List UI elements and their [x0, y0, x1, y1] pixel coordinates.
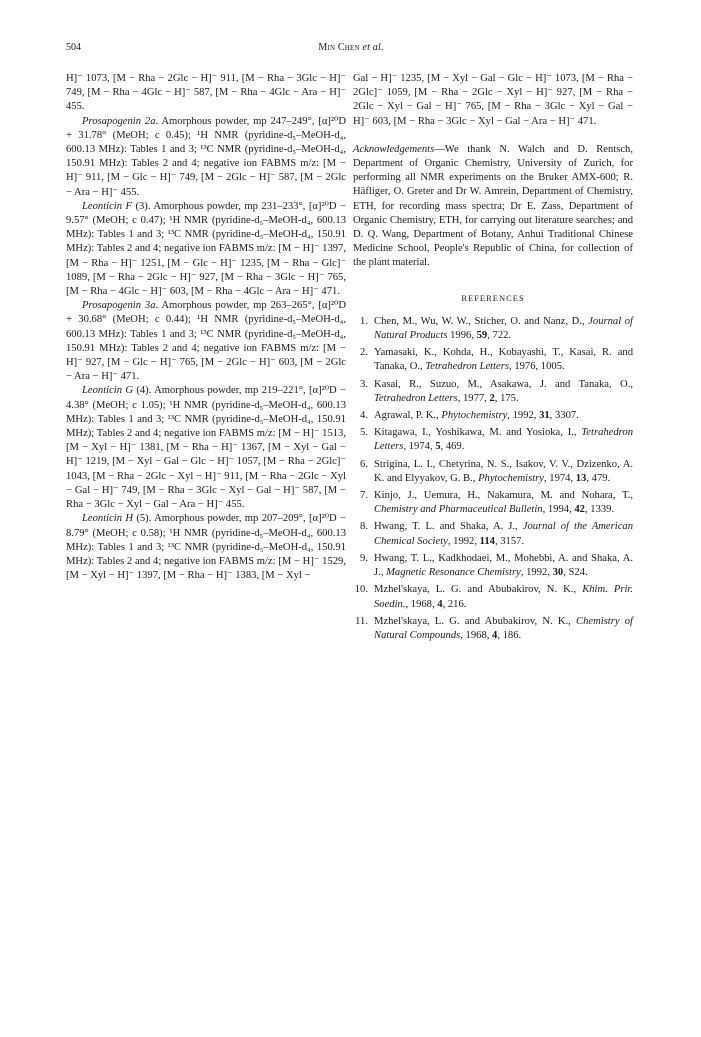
- reference-pages: , 3157.: [494, 535, 525, 547]
- reference-authors: Chen, M., Wu, W. W., Sticher, O. and Nanz, D.,: [374, 315, 589, 327]
- reference-item: [353, 520, 633, 548]
- reference-item: [353, 552, 633, 580]
- compound-data: (3). Amorphous powder, mp 231–233°, [α]²⁰D − 9.57° (MeOH; c 0.47); ¹H NMR (pyridine-d₅–MeOH-d₄, 600.13 MHz): Tables 1 and 3; ¹³C NMR (pyridine-d₅–MeOH-d₄, 150.91 MHz): Tables 2 and 4; negative ion FABMS m/z: [M − H]⁻ 1397, [M − Rha − H]⁻ 1251, [M − Glc − H]⁻ 1235, [M − Rha − Glc]⁻ 1089, [M − Rha − 2Glc − H]⁻ 927, [M − Rha − 3Glc − H]⁻ 765, [M − Rha − 4Glc − H]⁻ 603, [M − Rha − 4Glc − Ara − H]⁻ 471.: [66, 200, 346, 298]
- reference-journal: Phytochemistry: [441, 410, 508, 422]
- reference-year: , 1992,: [520, 567, 553, 579]
- reference-year: , 1968,: [460, 629, 493, 641]
- paragraph-prosapogenin-2a: [66, 115, 346, 200]
- reference-volume: 5: [435, 441, 441, 453]
- reference-authors: Kinjo, J., Uemura, H., Nakamura, M. and Nohara, T.,: [374, 490, 633, 502]
- reference-journal: Phytochemistry: [478, 472, 544, 484]
- reference-journal: Chemistry and Pharmaceutical Bulletin: [374, 504, 543, 516]
- reference-pages: , 1339.: [584, 504, 615, 516]
- reference-volume: 13: [575, 472, 587, 484]
- reference-volume: 59: [476, 330, 488, 342]
- reference-number: 4.: [360, 410, 368, 422]
- reference-number: 11.: [355, 615, 368, 627]
- reference-journal: Tetrahedron Letters: [374, 392, 458, 404]
- reference-number: 3.: [360, 378, 368, 390]
- reference-item: [353, 489, 633, 517]
- reference-volume: 4: [437, 598, 443, 610]
- reference-number: 9.: [360, 552, 368, 564]
- reference-authors: Kitagawa, I., Yoshikawa, M. and Yosioka, I.,: [374, 427, 582, 439]
- reference-pages: , 469.: [440, 441, 465, 453]
- reference-volume: 42: [574, 504, 585, 516]
- compound-name: Prosapogenin 3a: [82, 300, 156, 312]
- reference-authors: Yamasaki, K., Kohda, H., Kobayashi, T., Kasai, R. and Tanaka, O.,: [374, 347, 633, 373]
- compound-name: Prosapogenin 2a: [82, 115, 156, 127]
- paragraph-continued: Gal − H]⁻ 1235, [M − Xyl − Gal − Glc − H]⁻ 1073, [M − Rha − 2Glc]⁻ 1059, [M − Rha − 2Glc − Xyl − H]⁻ 927, [M − Rha − 2Glc − Xyl − Gal − H]⁻ 765, [M − Rha − 3Glc − Xyl − Gal − H]⁻ 603, [M − Rha − 3Glc − Xyl − Gal − Ara − H]⁻ 471.: [353, 73, 633, 127]
- reference-journal: Journal of Natural Products: [374, 315, 633, 342]
- reference-number: 6.: [360, 458, 368, 470]
- reference-pages: , 216.: [442, 598, 467, 610]
- reference-number: 1.: [360, 315, 368, 327]
- reference-item: [353, 378, 633, 406]
- left-column: [66, 72, 346, 583]
- compound-data: (5). Amorphous powder, mp 207–209°, [α]²⁰D − 8.79° (MeOH; c 0.58); ¹H NMR (pyridine-d₅–MeOH-d₄, 600.13 MHz): Tables 1 and 3; ¹³C NMR (pyridine-d₅–MeOH-d₄, 150.91 MHz): Tables 2 and 4; negative ion FABMS m/z: [M − H]⁻ 1529, [M − Xyl − H]⁻ 1397, [M − Rha − H]⁻ 1383, [M − Xyl −: [66, 513, 346, 582]
- reference-authors: Mzhel'skaya, L. G. and Abubakirov, N. K.,: [374, 615, 576, 627]
- reference-year: , 1977,: [457, 392, 490, 404]
- reference-number: 8.: [360, 521, 368, 533]
- reference-number: 5.: [360, 427, 368, 439]
- reference-pages: , 175.: [494, 392, 519, 404]
- reference-item: [353, 315, 633, 343]
- reference-pages: , 479.: [586, 472, 611, 484]
- reference-year: , 1992,: [507, 410, 540, 422]
- reference-volume: 4: [492, 629, 498, 641]
- paragraph-leonticin-h: [66, 512, 346, 583]
- reference-pages: , 722.: [487, 330, 512, 342]
- reference-journal: Chemistry of Natural Compounds: [374, 615, 633, 641]
- compound-name: Leonticin G: [82, 385, 134, 397]
- reference-journal: Magnetic Resonance Chemistry: [386, 567, 521, 579]
- reference-year: , 1994,: [542, 504, 575, 516]
- compound-data: . Amorphous powder, mp 263–265°, [α]²⁰D + 30.68° (MeOH; c 0.44); ¹H NMR (pyridine-d₅–MeOH-d₄, 600.13 MHz): Tables 1 and 3; ¹³C NMR (pyridine-d₅–MeOH-d₄, 150.91 MHz): Tables 2 and 4; negative ion FABMS m/z: [M − H]⁻ 927, [M − Glc − H]⁻ 765, [M − 2Glc − H]⁻ 603, [M − 2Glc − Ara − H]⁻ 471.: [66, 300, 346, 383]
- reference-pages: , 3307.: [549, 410, 579, 422]
- page-header: [66, 42, 636, 58]
- reference-authors: Hwang, T. L., Kadkhodaei, M., Mohebbi, A. and Shaka, A. J.,: [374, 552, 633, 579]
- acknowledgements-text: —We thank N. Walch and D. Rentsch, Department of Organic Chemistry, University of Zurich, for performing all NMR experiments on the Bruker AMX-600; R. Häfliger, O. Greter and Dr W. Amrein, Department of Chemistry, ETH, for recording mass spectra; Dr E. Zass, Department of Organic Chemistry, ETH, for carrying out literature searches; and D. Q. Wang, Department of Botany, Anhui Traditional Chinese Medicine School, People's Republic of China, for collection of the plant material.: [353, 143, 633, 269]
- reference-year: , 1974,: [403, 441, 436, 453]
- compound-name: Leonticin H: [82, 513, 134, 525]
- paragraph-prosapogenin-3a: [66, 299, 346, 384]
- compound-data: (4). Amorphous powder, mp 219–221°, [α]²⁰D − 4.38° (MeOH; c 1.05); ¹H NMR (pyridine-d₅–MeOH-d₄, 600.13 MHz): Tables 1 and 3; ¹³C NMR (pyridine-d₅–MeOH-d₄, 150.91 MHz); Tables 2 and 4; negative ion FABMS m/z: [M − H]⁻ 1513, [M − Xyl − H]⁻ 1381, [M − Rha − H]⁻ 1367, [M − Xyl − Gal − H]⁻ 1219, [M − Xyl − Gal − Glc − H]⁻ 1057, [M − Rha − 2Glc]⁻ 1043, [M − Rha − 2Glc − Xyl − H]⁻ 911, [M − Rha − 2Glc − Xyl − Gal − H]⁻ 749, [M − Rha − 3Glc − Xyl − Gal − H]⁻ 587, [M − Rha − 3Glc − Xyl − Gal − Ara − H]⁻ 455.: [66, 385, 346, 511]
- references-list: [353, 315, 633, 643]
- paragraph-continued: H]⁻ 1073, [M − Rha − 2Glc − H]⁻ 911, [M − Rha − 3Glc − H]⁻ 749, [M − Rha − 4Glc − H]⁻ 587, [M − Rha − 4Glc − Ara − H]⁻ 455.: [66, 73, 346, 113]
- reference-authors: Mzhel'skaya, L. G. and Abubakirov, N. K.,: [374, 584, 583, 596]
- reference-journal: Khim. Prir. Soedin.: [374, 584, 633, 610]
- running-head-author: Min Chen: [318, 42, 360, 53]
- page-number: 504: [66, 42, 81, 53]
- reference-year: , 1976, 1005.: [509, 361, 565, 373]
- acknowledgements: [353, 143, 633, 271]
- compound-data: . Amorphous powder, mp 247–249°, [α]²⁰D + 31.78° (MeOH; c 0.45); ¹H NMR (pyridine-d₅–MeOH-d₄, 600.13 MHz): Tables 1 and 3; ¹³C NMR (pyridine-d₅–MeOH-d₄, 150.91 MHz): Tables 2 and 4; negative ion FABMS m/z: [M − H]⁻ 911, [M − Glc − H]⁻ 749, [M − 2Glc − H]⁻ 587, [M − 2Glc − Ara − H]⁻ 455.: [66, 115, 346, 198]
- reference-year: , 1974,: [543, 472, 576, 484]
- acknowledgements-label: Acknowledgements: [353, 143, 435, 155]
- reference-year: , 1968,: [405, 598, 438, 610]
- running-head: [66, 42, 636, 53]
- reference-authors: Strigina, L. I., Chetyrina, N. S., Isakov, V. V., Dzizenko, A. K. and Elyyakov, G. B.,: [374, 458, 633, 484]
- reference-item: [353, 583, 633, 611]
- reference-number: 7.: [360, 490, 368, 502]
- reference-number: 2.: [360, 347, 368, 359]
- reference-volume: 114: [479, 535, 495, 547]
- reference-journal: Tetrahedron Letters: [425, 361, 510, 373]
- reference-item: [353, 615, 633, 643]
- reference-authors: Kasai, R., Suzuo, M., Asakawa, J. and Tanaka, O.,: [374, 378, 633, 390]
- reference-pages: , S24.: [563, 567, 588, 579]
- right-column: [353, 72, 633, 646]
- reference-pages: , 186.: [497, 629, 522, 641]
- reference-year: , 1992,: [447, 535, 480, 547]
- reference-volume: 31: [539, 410, 550, 422]
- reference-year: 1996,: [447, 330, 477, 342]
- reference-item: [353, 426, 633, 454]
- reference-journal: Journal of the American Chemical Society: [374, 521, 633, 547]
- reference-journal: Tetrahedron Letters: [374, 427, 633, 453]
- references-heading: REFERENCES: [461, 292, 525, 303]
- running-head-etal: et al.: [362, 42, 384, 53]
- reference-number: 10.: [354, 584, 368, 596]
- reference-item: [353, 409, 633, 423]
- compound-name: Leonticin F: [82, 200, 132, 212]
- reference-volume: 30: [552, 567, 564, 579]
- reference-authors: Hwang, T. L. and Shaka, A. J.,: [374, 521, 523, 533]
- paragraph-leonticin-f: [66, 200, 346, 299]
- reference-authors: Agrawal, P. K.,: [374, 410, 442, 422]
- reference-item: [353, 346, 633, 374]
- reference-item: [353, 458, 633, 486]
- reference-volume: 2: [489, 392, 495, 404]
- paragraph-leonticin-g: [66, 384, 346, 512]
